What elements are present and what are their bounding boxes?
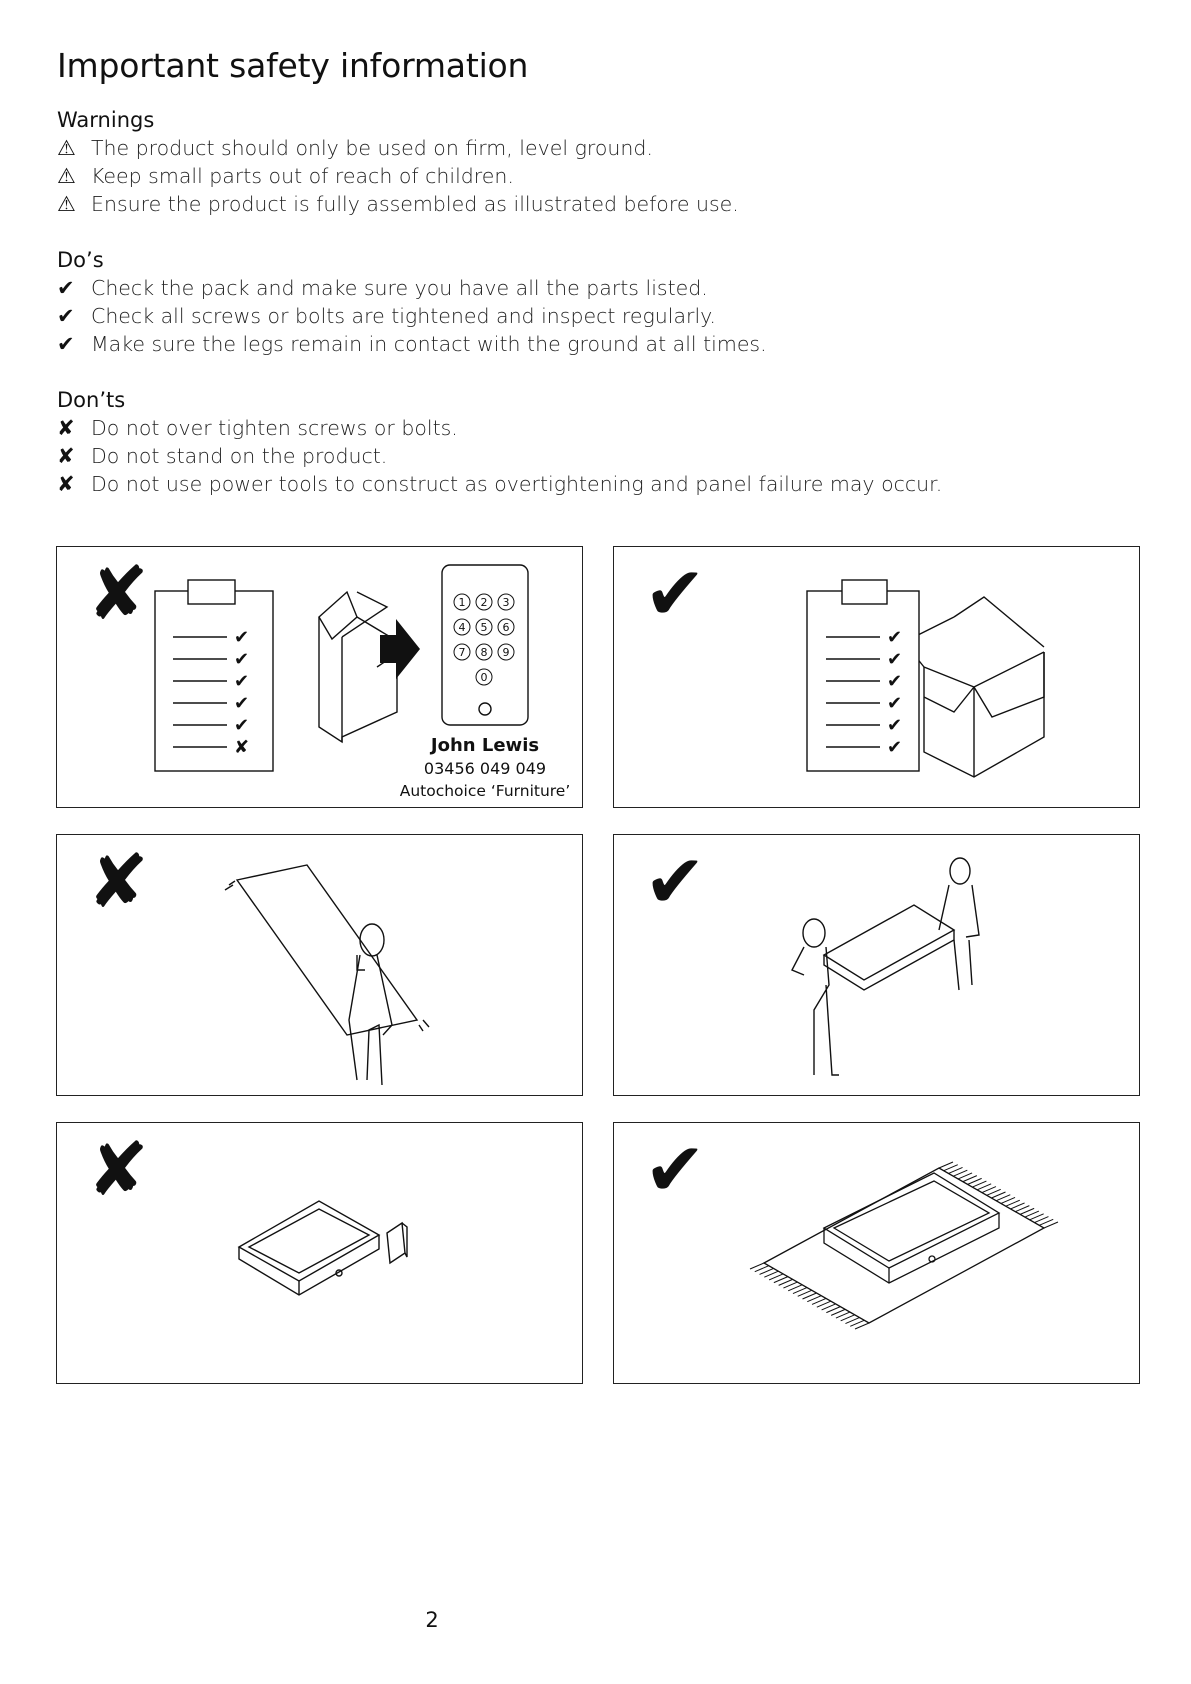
svg-text:✔: ✔ (234, 715, 250, 736)
autochoice-option: Autochoice ‘Furniture’ (399, 782, 571, 800)
phone-number: 03456 049 049 (423, 759, 547, 778)
panel-hard-floor (56, 1122, 583, 1384)
rug-fringe-strand (755, 1266, 769, 1272)
svg-text:8: 8 (480, 646, 488, 659)
warning-item: ⚠ Ensure the product is fully assembled as illustrated before use. (57, 192, 739, 216)
svg-text:0: 0 (480, 671, 488, 684)
rug-fringe-strand (783, 1282, 797, 1288)
svg-text:✔: ✔ (887, 627, 903, 648)
rug-fringe-strand (944, 1165, 958, 1171)
big-check-icon: ✔ (644, 551, 707, 637)
panel-all-parts (613, 546, 1140, 808)
svg-text:✘: ✘ (234, 737, 250, 758)
panel-on-rug (613, 1122, 1140, 1384)
rug-fringe-strand (793, 1288, 807, 1294)
svg-text:✔: ✔ (234, 693, 250, 714)
big-check-icon: ✔ (644, 1127, 707, 1213)
rug-fringe-strand (764, 1271, 778, 1277)
svg-text:✔: ✔ (887, 737, 903, 758)
rug-fringe-strand (977, 1184, 991, 1190)
big-cross-icon: ✘ (87, 1127, 150, 1213)
rug-fringe-strand (953, 1170, 967, 1176)
rug-fringe-strand (822, 1304, 836, 1310)
svg-text:9: 9 (502, 646, 510, 659)
panel-two-person-lift (613, 834, 1140, 1096)
rug-fringe-strand (949, 1167, 963, 1173)
dont-item: ✘ Do not use power tools to construct as overtightening and panel failure may occur. (57, 472, 943, 496)
rug-fringe-strand (1030, 1214, 1044, 1220)
rug-fringe-strand (963, 1176, 977, 1182)
rug-fringe-strand (817, 1301, 831, 1307)
rug-fringe-strand (992, 1192, 1006, 1198)
dont-item: ✘ Do not over tighten screws or bolts. (57, 416, 458, 440)
svg-text:6: 6 (502, 621, 510, 634)
rug-fringe-strand (831, 1309, 845, 1315)
dos-heading: Do’s (57, 248, 104, 272)
rug-fringe-strand (845, 1318, 859, 1324)
panel-single-lift (56, 834, 583, 1096)
rug-fringe-strand (1044, 1222, 1058, 1228)
warning-triangle-icon: ⚠ (57, 164, 76, 188)
cross-icon: ✘ (57, 416, 75, 440)
warning-triangle-icon: ⚠ (57, 136, 76, 160)
rug-fringe-strand (958, 1173, 972, 1179)
page-number: 2 (425, 1608, 439, 1632)
rug-fringe-strand (850, 1320, 864, 1326)
rug-fringe-strand (855, 1323, 869, 1329)
svg-text:✔: ✔ (887, 693, 903, 714)
rug-fringe-strand (1006, 1200, 1020, 1206)
donts-heading: Don’ts (57, 388, 126, 412)
rug-fringe-strand (939, 1162, 953, 1168)
svg-text:✔: ✔ (887, 649, 903, 670)
donts-section (57, 386, 942, 498)
rug-fringe-strand (750, 1263, 764, 1269)
rug-fringe-strand (1001, 1197, 1015, 1203)
warning-triangle-icon: ⚠ (57, 192, 76, 216)
rug-fringe-strand (1025, 1211, 1039, 1217)
svg-text:✔: ✔ (887, 671, 903, 692)
rug-fringe-strand (807, 1296, 821, 1302)
warnings-heading: Warnings (57, 108, 155, 132)
rug-fringe-strand (1015, 1206, 1029, 1212)
rug-fringe-strand (803, 1293, 817, 1299)
rug-fringe-strand (996, 1195, 1010, 1201)
check-icon: ✔ (57, 304, 75, 328)
do-item: ✔ Check all screws or bolts are tightened and inspect regularly. (57, 304, 716, 328)
rug-fringe-strand (798, 1290, 812, 1296)
do-item: ✔ Make sure the legs remain in contact with the ground at all times. (57, 332, 767, 356)
check-icon: ✔ (57, 332, 75, 356)
svg-text:2: 2 (480, 596, 488, 609)
do-item: ✔ Check the pack and make sure you have all the parts listed. (57, 276, 708, 300)
rug-fringe-strand (987, 1189, 1001, 1195)
dos-section (57, 246, 767, 358)
svg-text:✔: ✔ (234, 649, 250, 670)
rug-fringe-strand (982, 1187, 996, 1193)
svg-text:✔: ✔ (887, 715, 903, 736)
drawer-on-rug-illustration (614, 1123, 1139, 1383)
rug-fringe-strand (836, 1312, 850, 1318)
page-title: Important safety information (57, 46, 529, 85)
rug-fringe-strand (779, 1279, 793, 1285)
svg-text:✔: ✔ (234, 671, 250, 692)
warning-item: ⚠ The product should only be used on firm, level ground. (57, 136, 653, 160)
big-check-icon: ✔ (644, 839, 707, 925)
rug-fringe-strand (769, 1274, 783, 1280)
single-person-lifting-illustration (57, 835, 582, 1095)
svg-text:✔: ✔ (234, 627, 250, 648)
big-cross-icon: ✘ (87, 839, 150, 925)
brand-label: John Lewis (430, 735, 540, 756)
rug-fringe-strand (1011, 1203, 1025, 1209)
rug-fringe-strand (812, 1298, 826, 1304)
warning-item: ⚠ Keep small parts out of reach of children. (57, 164, 514, 188)
rug-fringe-strand (1034, 1217, 1048, 1223)
svg-text:4: 4 (458, 621, 466, 634)
cross-icon: ✘ (57, 444, 75, 468)
rug-fringe-strand (1020, 1208, 1034, 1214)
rug-fringe-strand (826, 1307, 840, 1313)
cross-icon: ✘ (57, 472, 75, 496)
svg-text:3: 3 (502, 596, 510, 609)
rug-fringe-strand (968, 1178, 982, 1184)
check-icon: ✔ (57, 276, 75, 300)
rug-fringe-strand (760, 1268, 774, 1274)
svg-text:7: 7 (458, 646, 466, 659)
rug-fringe-strand (972, 1181, 986, 1187)
panel-missing-parts (56, 546, 583, 808)
rug-fringe-strand (1039, 1219, 1053, 1225)
checklist-box-complete-illustration (614, 547, 1139, 807)
svg-text:1: 1 (458, 596, 466, 609)
two-person-lifting-illustration (614, 835, 1139, 1095)
rug-fringe-strand (788, 1285, 802, 1291)
svg-text:5: 5 (480, 621, 488, 634)
dont-item: ✘ Do not stand on the product. (57, 444, 388, 468)
drawer-on-hard-floor-illustration (57, 1123, 582, 1383)
rug-fringe-strand (774, 1277, 788, 1283)
warnings-section (57, 106, 739, 218)
rug-fringe-strand (841, 1315, 855, 1321)
big-cross-icon: ✘ (87, 551, 150, 637)
